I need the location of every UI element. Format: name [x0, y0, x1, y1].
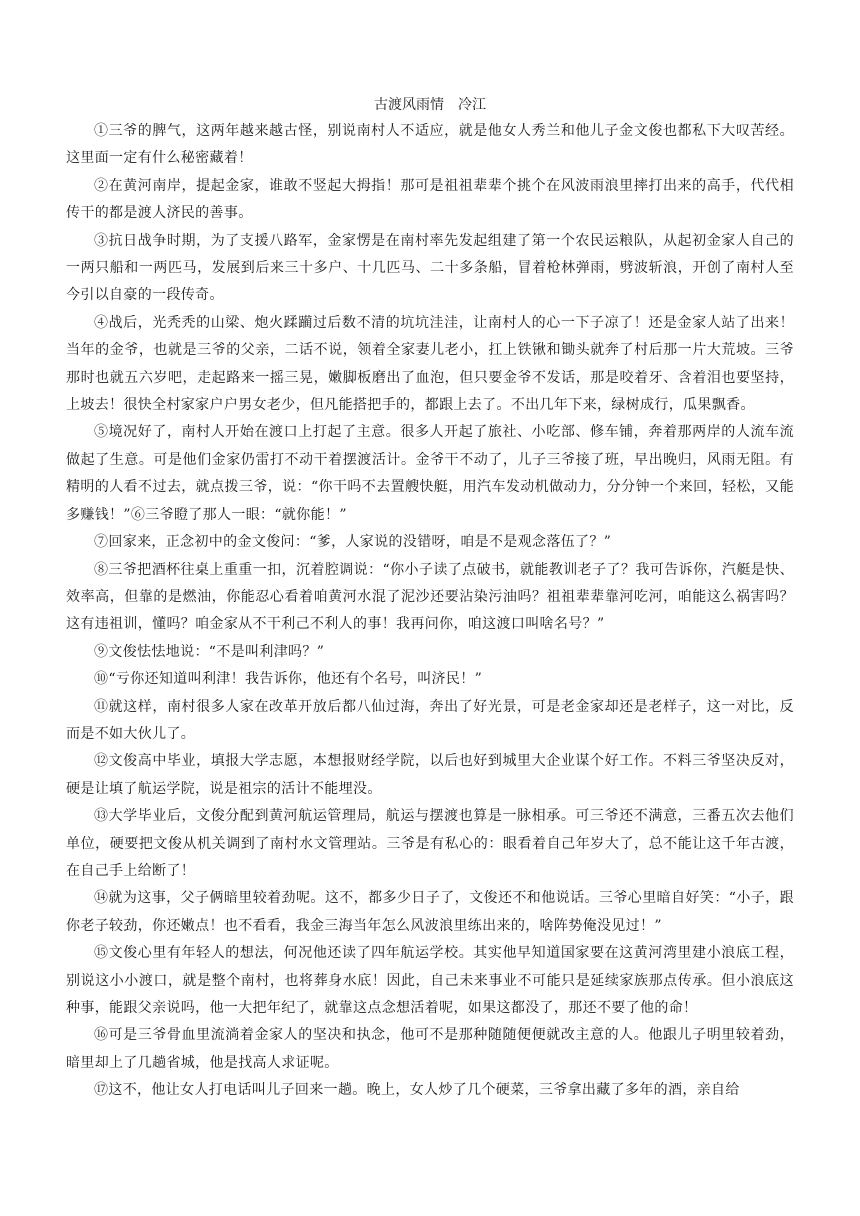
- paragraph-5: ⑤境况好了，南村人开始在渡口上打起了主意。很多人开起了旅社、小吃部、修车铺，奔着那两岸的人流车流做起了生意。可是他们金家仍雷打不动干着摆渡活计。金爷干不动了，儿子三爷接了班，早出晚归，风雨无阻。有精明的人看不过去，就点拨三爷，说：“你干吗不去置艘快艇，用汽车发动机做动力，分分钟一个来回，轻松，又能多赚钱！”⑥三爷瞪了那人一眼：“就你能！”: [66, 424, 794, 523]
- paragraph-11: ⑪就这样，南村很多人家在改革开放后都八仙过海，奔出了好光景，可是老金家却还是老样子，这一对比，反而是不如大伙儿了。: [66, 698, 794, 742]
- article-body: [66, 118, 794, 1105]
- paragraph-2: ②在黄河南岸，提起金家，谁敢不竖起大拇指！那可是祖祖辈辈个挑个在风波雨浪里摔打出来的高手，代代相传干的都是渡人济民的善事。: [66, 177, 794, 222]
- paragraph-1: ①三爷的脾气，这两年越来越古怪，别说南村人不适应，就是他女人秀兰和他儿子金文俊也都私下大叹苦经。这里面一定有什么秘密藏着！: [66, 123, 794, 167]
- paragraph-8: ⑧三爷把酒杯往桌上重重一扣，沉着腔调说：“你小子读了点破书，就能教训老子了？我可告诉你，汽艇是快、效率高，但靠的是燃油，你能忍心看着咱黄河水混了泥沙还要沾染污油吗？祖祖辈辈靠河吃河，咱能这么祸害吗？这有违祖训，懂吗？咱金家从不干利己不利人的事！我再问你，咱这渡口叫啥名号？”: [66, 561, 794, 633]
- paragraph-9: ⑨文俊怯怯地说：“不是叫利津吗？”: [94, 643, 325, 660]
- paragraph-13: ⑬大学毕业后，文俊分配到黄河航运管理局，航运与摆渡也算是一脉相承。可三爷还不满意，三番五次去他们单位，硬要把文俊从机关调到了南村水文管理站。三爷是有私心的：眼看着自己年岁大了，总不能让这千年古渡，在自己手上给断了！: [66, 808, 794, 879]
- paragraph-12: ⑫文俊高中毕业，填报大学志愿，本想报财经学院，以后也好到城里大企业谋个好工作。不料三爷坚决反对，硬是让填了航运学院，说是祖宗的活计不能埋没。: [66, 753, 794, 797]
- paragraph-14: ⑭就为这事，父子俩暗里较着劲呢。这不，都多少日子了，文俊还不和他说话。三爷心里暗自好笑：“小子，跟你老子较劲，你还嫩点！也不看看，我金三海当年怎么风波浪里练出来的，啥阵势俺没见过！”: [66, 890, 794, 934]
- paragraph-3: ③抗日战争时期，为了支援八路军，金家愣是在南村率先发起组建了第一个农民运粮队，从起初金家人自己的一两只船和一两匹马，发展到后来三十多户、十几匹马、二十多条船，冒着枪林弹雨，劈波斩浪，开创了南村人至今引以自豪的一段传奇。: [66, 232, 794, 304]
- article-title: 古渡风雨情 冷江: [374, 97, 486, 113]
- paragraph-4: ④战后，光秃秃的山梁、炮火蹂躏过后数不清的坑坑洼洼，让南村人的心一下子凉了！还是金家人站了出来！当年的金爷，也就是三爷的父亲，二话不说，领着全家妻儿老小，扛上铁锹和锄头就奔了村后那一片大荒坡。三爷那时也就五六岁吧，走起路来一摇三晃，嫩脚板磨出了血泡，但只要金爷不发话，那是咬着牙、含着泪也要坚持，上坡去！很快全村家家户户男女老少，但凡能搭把手的，都跟上去了。不出几年下来，绿树成行，瓜果飘香。: [66, 314, 794, 414]
- document-page: [66, 92, 794, 1105]
- paragraph-10: ⑩“亏你还知道叫利津！我告诉你，他还有个名号，叫济民！”: [94, 671, 483, 688]
- paragraph-15: ⑮文俊心里有年轻人的想法，何况他还读了四年航运学校。其实他早知道国家要在这黄河湾里建小浪底工程，别说这小小渡口，就是整个南村，也将葬身水底！因此，自己未来事业不可能只是延续家族那点传承。但小浪底这种事，能跟父亲说吗，他一大把年纪了，就靠这点念想活着呢，如果这都没了，那还不要了他的命！: [66, 945, 794, 1016]
- paragraph-16: ⑯可是三爷骨血里流淌着金家人的坚决和执念，他可不是那种随随便便就改主意的人。他跟儿子明里较着劲，暗里却上了几趟省城，他是找高人求证呢。: [66, 1027, 794, 1071]
- paragraph-7: ⑦回家来，正念初中的金文俊问：“爹，人家说的没错呀，咱是不是观念落伍了？”: [94, 534, 612, 551]
- paragraph-17: ⑰这不，他让女人打电话叫儿子回来一趟。晚上，女人炒了几个硬菜，三爷拿出藏了多年的酒，亲自给: [94, 1082, 740, 1099]
